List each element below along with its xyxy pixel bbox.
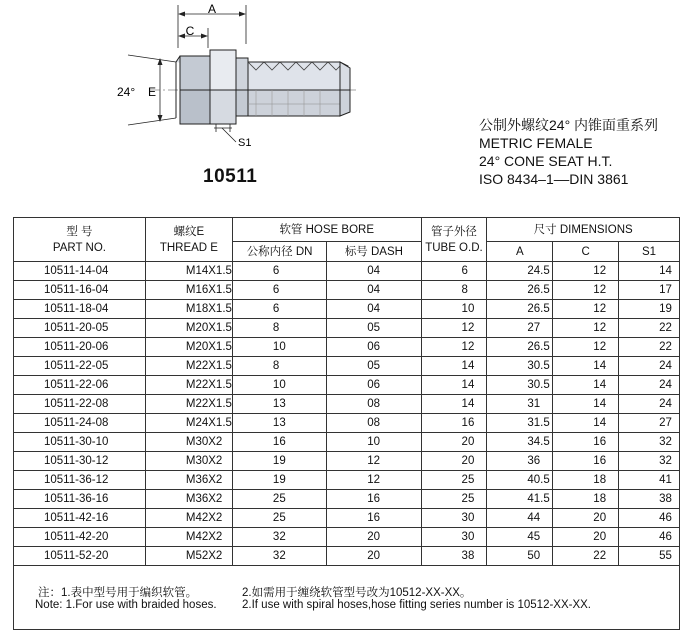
table-cell: 8	[421, 281, 487, 300]
table-cell: 27	[487, 319, 553, 338]
header-dimensions: 尺寸 DIMENSIONS	[487, 218, 680, 242]
table-cell: 10	[421, 300, 487, 319]
header-a: A	[487, 242, 553, 262]
table-cell: 12	[553, 319, 619, 338]
table-cell: M42X2	[145, 509, 232, 528]
fitting-drawing	[0, 0, 460, 165]
table-cell: 41	[619, 471, 680, 490]
table-row	[14, 376, 680, 395]
table-cell: 10511-36-12	[14, 471, 146, 490]
table-cell: 14	[553, 357, 619, 376]
table-row	[14, 433, 680, 452]
table-cell: 44	[487, 509, 553, 528]
table-cell: 12	[553, 262, 619, 281]
table-cell: 10511-22-06	[14, 376, 146, 395]
table-cell: 6	[232, 262, 326, 281]
table-cell: 20	[421, 433, 487, 452]
table-cell: 26.5	[487, 338, 553, 357]
table-cell: 10511-30-10	[14, 433, 146, 452]
table-cell: 30	[421, 528, 487, 547]
table-cell: 55	[619, 547, 680, 566]
dim-s1-label: S1	[238, 137, 252, 149]
table-cell: 12	[327, 471, 421, 490]
table-cell: 04	[327, 281, 421, 300]
table-cell: 30	[421, 509, 487, 528]
table-cell: 31.5	[487, 414, 553, 433]
table-cell: 16	[232, 433, 326, 452]
table-cell: 34.5	[487, 433, 553, 452]
header-dn: 公称内径 DN	[232, 242, 326, 262]
table-cell: M22X1.5	[145, 395, 232, 414]
header-hose-bore: 软管 HOSE BORE	[232, 218, 421, 242]
table-cell: 10511-14-04	[14, 262, 146, 281]
table-cell: M36X2	[145, 490, 232, 509]
table-cell: 10511-30-12	[14, 452, 146, 471]
model-number: 10511	[203, 166, 258, 187]
header-thread-cn: 螺纹E	[173, 225, 205, 238]
table-row	[14, 452, 680, 471]
table-cell: 19	[232, 471, 326, 490]
description-line3: ISO 8434–1––DIN 3861	[479, 171, 629, 187]
table-cell: 22	[553, 547, 619, 566]
table-cell: 12	[421, 338, 487, 357]
note-cn	[38, 584, 471, 600]
table-cell: 45	[487, 528, 553, 547]
table-cell: 18	[553, 490, 619, 509]
table-cell: 10511-16-04	[14, 281, 146, 300]
table-cell: 10511-24-08	[14, 414, 146, 433]
header-c: C	[553, 242, 619, 262]
note-cn-2: 2.如需用于缠绕软管型号改为10512-XX-XX。	[242, 587, 472, 599]
table-cell: 22	[619, 338, 680, 357]
header-tube	[421, 218, 487, 262]
table-cell: 20	[327, 528, 421, 547]
table-row	[14, 300, 680, 319]
table-cell: 25	[421, 490, 487, 509]
table-cell: 04	[327, 300, 421, 319]
table-cell: 10511-22-05	[14, 357, 146, 376]
table-cell: 19	[232, 452, 326, 471]
table-cell: 22	[619, 319, 680, 338]
table-cell: 50	[487, 547, 553, 566]
table-cell: 10511-18-04	[14, 300, 146, 319]
table-cell: 10511-20-05	[14, 319, 146, 338]
table-cell: 14	[619, 262, 680, 281]
table-cell: 10511-20-06	[14, 338, 146, 357]
spec-table	[13, 217, 680, 566]
table-row	[14, 319, 680, 338]
table-cell: 38	[619, 490, 680, 509]
table-cell: 8	[232, 357, 326, 376]
table-cell: 08	[327, 395, 421, 414]
table-cell: 32	[232, 528, 326, 547]
table-cell: 05	[327, 357, 421, 376]
table-cell: M52X2	[145, 547, 232, 566]
table-cell: 16	[327, 509, 421, 528]
table-cell: 14	[421, 357, 487, 376]
table-cell: 12	[421, 319, 487, 338]
table-cell: M36X2	[145, 471, 232, 490]
table-cell: 10511-52-20	[14, 547, 146, 566]
table-cell: 10	[327, 433, 421, 452]
table-cell: 06	[327, 376, 421, 395]
table-cell: 10511-42-16	[14, 509, 146, 528]
table-row	[14, 338, 680, 357]
table-cell: 20	[553, 509, 619, 528]
table-cell: 8	[232, 319, 326, 338]
table-cell: 24	[619, 376, 680, 395]
header-s1: S1	[619, 242, 680, 262]
table-cell: 20	[327, 547, 421, 566]
dim-c-label: C	[185, 24, 195, 38]
table-cell: 25	[232, 509, 326, 528]
table-cell: 25	[421, 471, 487, 490]
table-row	[14, 281, 680, 300]
header-tube-en: TUBE O.D.	[425, 241, 483, 254]
table-row	[14, 262, 680, 281]
table-cell: 04	[327, 262, 421, 281]
table-cell: 05	[327, 319, 421, 338]
table-cell: 17	[619, 281, 680, 300]
dim-a-label: A	[207, 2, 217, 16]
table-cell: 16	[553, 452, 619, 471]
table-cell: 14	[421, 376, 487, 395]
table-cell: 10511-22-08	[14, 395, 146, 414]
description-line1: METRIC FEMALE	[479, 135, 593, 151]
table-cell: 20	[553, 528, 619, 547]
table-cell: 18	[553, 471, 619, 490]
table-cell: 31	[487, 395, 553, 414]
table-cell: 24.5	[487, 262, 553, 281]
table-cell: M16X1.5	[145, 281, 232, 300]
table-cell: M14X1.5	[145, 262, 232, 281]
table-row	[14, 471, 680, 490]
dim-e-label: E	[148, 85, 157, 99]
table-cell: 36	[487, 452, 553, 471]
table-cell: 12	[553, 281, 619, 300]
table-cell: 40.5	[487, 471, 553, 490]
table-cell: 16	[421, 414, 487, 433]
header-thread-en: THREAD E	[159, 241, 218, 254]
note-en	[35, 599, 591, 611]
description-line2: 24° CONE SEAT H.T.	[479, 153, 613, 169]
table-cell: 30.5	[487, 357, 553, 376]
table-cell: M30X2	[145, 452, 232, 471]
header-tube-cn: 管子外径	[430, 225, 477, 238]
table-row	[14, 357, 680, 376]
table-cell: 14	[553, 414, 619, 433]
table-cell: 12	[553, 300, 619, 319]
table-cell: 06	[327, 338, 421, 357]
table-cell: 25	[232, 490, 326, 509]
table-cell: 26.5	[487, 281, 553, 300]
table-cell: 32	[619, 452, 680, 471]
table-cell: 32	[619, 433, 680, 452]
angle-label: 24°	[117, 85, 136, 99]
table-cell: 46	[619, 509, 680, 528]
table-cell: 6	[421, 262, 487, 281]
table-cell: M18X1.5	[145, 300, 232, 319]
header-dash: 标号 DASH	[327, 242, 421, 262]
table-cell: M22X1.5	[145, 376, 232, 395]
table-cell: 20	[421, 452, 487, 471]
table-cell: 14	[553, 376, 619, 395]
description-cn: 公制外螺纹24° 内锥面重系列	[479, 117, 659, 133]
table-row	[14, 490, 680, 509]
table-cell: 46	[619, 528, 680, 547]
table-cell: 14	[421, 395, 487, 414]
table-cell: 26.5	[487, 300, 553, 319]
table-cell: M24X1.5	[145, 414, 232, 433]
table-cell: M20X1.5	[145, 338, 232, 357]
header-thread	[145, 218, 232, 262]
table-cell: 12	[553, 338, 619, 357]
table-cell: M22X1.5	[145, 357, 232, 376]
table-row	[14, 509, 680, 528]
table-cell: M30X2	[145, 433, 232, 452]
table-cell: 10511-36-16	[14, 490, 146, 509]
table-row	[14, 414, 680, 433]
header-part-en: PART NO.	[52, 241, 106, 254]
table-cell: 08	[327, 414, 421, 433]
table-row	[14, 528, 680, 547]
product-description	[479, 116, 658, 188]
header-part	[14, 218, 146, 262]
table-cell: 6	[232, 300, 326, 319]
table-cell: 24	[619, 357, 680, 376]
table-cell: 10	[232, 376, 326, 395]
table-cell: 16	[553, 433, 619, 452]
table-cell: 19	[619, 300, 680, 319]
notes-box	[13, 566, 680, 630]
table-cell: 24	[619, 395, 680, 414]
table-cell: M20X1.5	[145, 319, 232, 338]
table-cell: 13	[232, 414, 326, 433]
note-en-2: 2.If use with spiral hoses,hose fitting series number is 10512-XX-XX.	[242, 599, 592, 611]
table-row	[14, 547, 680, 566]
header-part-cn: 型 号	[66, 225, 93, 238]
table-row	[14, 395, 680, 414]
table-cell: 6	[232, 281, 326, 300]
table-cell: 32	[232, 547, 326, 566]
table-cell: 41.5	[487, 490, 553, 509]
table-cell: 30.5	[487, 376, 553, 395]
table-cell: M42X2	[145, 528, 232, 547]
note-en-1: Note: 1.For use with braided hoses.	[35, 599, 217, 611]
table-cell: 10	[232, 338, 326, 357]
table-cell: 10511-42-20	[14, 528, 146, 547]
note-cn-1: 注：1.表中型号用于编织软管。	[38, 587, 198, 599]
table-cell: 12	[327, 452, 421, 471]
table-cell: 16	[327, 490, 421, 509]
table-cell: 27	[619, 414, 680, 433]
table-cell: 13	[232, 395, 326, 414]
table-cell: 14	[553, 395, 619, 414]
table-cell: 38	[421, 547, 487, 566]
